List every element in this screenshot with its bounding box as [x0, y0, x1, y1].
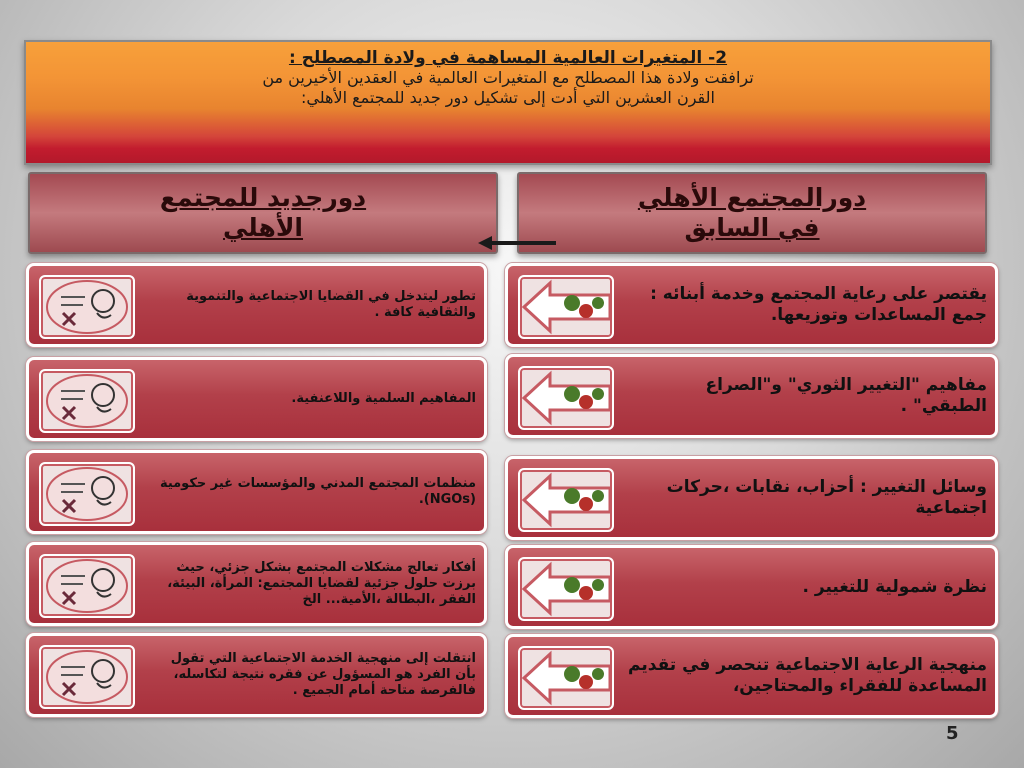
previous-role-item — [505, 263, 998, 347]
left-arrow-icon — [518, 468, 614, 532]
page-number: 5 — [946, 723, 959, 744]
previous-role-text: يقتصر على رعاية المجتمع وخدمة أبنائه : جمع المساعدات وتوزيعها. — [650, 284, 987, 325]
new-role-text: المفاهيم السلمية واللاعنفية. — [291, 391, 476, 406]
new-role-item — [26, 450, 487, 534]
woman-sketch-icon — [39, 645, 135, 709]
title-banner — [24, 40, 992, 165]
banner-line-1: ترافقت ولادة هذا المصطلح مع المتغيرات العالمية في العقدين الأخيرين من — [262, 68, 754, 87]
left-arrow-icon — [518, 646, 614, 710]
left-arrow-icon — [518, 275, 614, 339]
new-role-text: منظمات المجتمع المدني والمؤسسات غير حكومية (NGOs). — [159, 476, 476, 507]
new-role-item — [26, 542, 487, 626]
woman-sketch-icon — [39, 275, 135, 339]
new-role-text: تطور ليتدخل في القضايا الاجتماعية والتنموية والثقافية كافة . — [186, 289, 476, 320]
previous-role-header — [517, 172, 987, 254]
woman-sketch-icon — [39, 369, 135, 433]
woman-sketch-icon — [39, 554, 135, 618]
previous-role-item — [505, 456, 998, 540]
left-arrow-icon — [518, 557, 614, 621]
left-arrow-icon — [518, 366, 614, 430]
new-role-text: انتقلت إلى منهجية الخدمة الاجتماعية التي تقول بأن الفرد هو المسؤول عن فقره نتيجة لتكاسله، فالفرصة متاحة أمام الجميع . — [170, 651, 476, 698]
new-role-text: أفكار تعالج مشكلات المجتمع بشكل جزئي، حيث برزت حلول جزئية لقضايا المجتمع: المرأة، البيئة، الفقر ،البطالة ،الأمية... الخ — [167, 560, 476, 607]
previous-role-title-line1: دورالمجتمع الأهلي — [637, 183, 867, 212]
new-role-item — [26, 357, 487, 441]
new-role-header — [28, 172, 498, 254]
previous-role-text: وسائل التغيير : أحزاب، نقابات ،حركات اجتماعية — [666, 477, 987, 518]
previous-role-text: منهجية الرعاية الاجتماعية تنحصر في تقديم المساعدة للفقراء والمحتاجين، — [628, 655, 987, 696]
previous-role-text: نظرة شمولية للتغيير . — [802, 576, 987, 597]
previous-role-item — [505, 634, 998, 718]
left-arrow-icon — [478, 236, 556, 250]
new-role-item — [26, 263, 487, 347]
new-role-item — [26, 633, 487, 717]
woman-sketch-icon — [39, 462, 135, 526]
banner-heading: 2- المتغيرات العالمية المساهمة في ولادة المصطلح : — [288, 48, 728, 68]
banner-line-2: القرن العشرين التي أدت إلى تشكيل دور جديد للمجتمع الأهلي: — [301, 88, 715, 107]
previous-role-title-line2: في السابق — [684, 213, 820, 242]
previous-role-text: مفاهيم "التغيير الثوري" و"الصراع الطبقي" . — [705, 375, 987, 416]
new-role-title-line2: الأهلي — [222, 213, 304, 242]
previous-role-item — [505, 354, 998, 438]
new-role-title-line1: دورجديد للمجتمع — [159, 183, 367, 212]
previous-role-item — [505, 545, 998, 629]
